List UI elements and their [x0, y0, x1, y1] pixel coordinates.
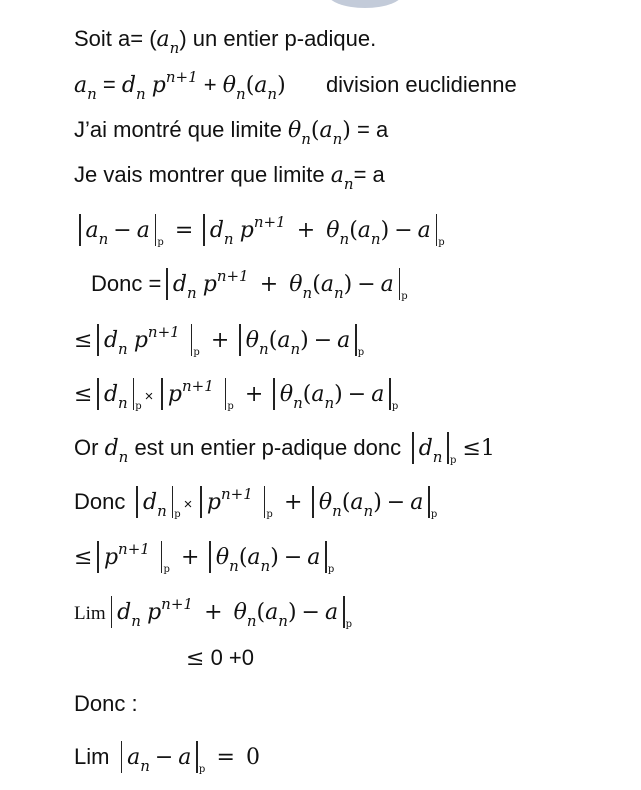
text: Donc — [74, 489, 132, 514]
line-ineq-3: ≤ $p^{n+1}$ $_p + \theta_n(a_n) - a$ $_p$ — [74, 540, 335, 575]
text: J’ai montré que limite — [74, 117, 288, 142]
line-donc-2: Donc $d_n$ $_p\times p^{n+1}$ $_p + \theta_n(a_n) - a$ $_p$ — [74, 485, 438, 520]
text: = a — [350, 117, 389, 142]
line-division: $a_n = d_n$ $p^{n+1} + \theta_n(a_n)$ division euclidienne — [74, 68, 517, 103]
line-ineq-1: ≤ $d_n$ $p^{n+1}$ $_p + \theta_n(a_n) - a$ $_p$ — [74, 323, 365, 358]
line-lim-1: Lim $d_n$ $p^{n+1} + \theta_n(a_n) - a$ $_p$ — [74, 595, 352, 630]
line-eq-1: $a_n - a$ $_p = d_n$ $p^{n+1} + \theta_n(a_n) - a$ $_p$ — [74, 214, 445, 246]
text: Donc — [91, 271, 143, 296]
line-ineq-2: ≤ $d_n$ $_p\times p^{n+1}$ $_p + \theta_n(a_n) - a$ $_p$ — [74, 377, 399, 412]
line-donc-1: Donc = $d_n$ $p^{n+1} + \theta_n(a_n) - a$ $_p$ — [91, 267, 408, 302]
text: = a — [353, 162, 385, 187]
text: est un entier p-adique donc — [128, 435, 408, 460]
line-je-vais: Je vais montrer que limite $a_n= a$ — [74, 162, 385, 193]
text: 0 +0 — [210, 645, 254, 670]
line-leq-zero: ≤ 0 +0 — [186, 645, 254, 671]
text: ) un entier p-adique. — [179, 26, 377, 51]
text: division euclidienne — [325, 72, 517, 97]
text: Je vais montrer que limite — [74, 162, 331, 187]
line-limite-theta: J’ai montré que limite $\theta_n(a_n) = a$ — [74, 117, 389, 148]
line-or-dn: Or $d_n$ est un entier p-adique donc $d_n$ $_p$ ≤1 — [74, 432, 495, 464]
line-lim-final: Lim $a_n - a$ $_p$ = 0 — [74, 741, 260, 773]
text: Soit a= ( — [74, 26, 157, 51]
text: Lim — [74, 603, 106, 624]
text: Lim — [74, 744, 116, 769]
line-soit: Soit $a= (a_n)$ un entier p-adique. — [74, 26, 377, 57]
top-decoration — [327, 0, 403, 8]
line-donc-3 — [74, 689, 138, 719]
text: Donc : — [74, 691, 138, 716]
text: Or — [74, 435, 105, 460]
